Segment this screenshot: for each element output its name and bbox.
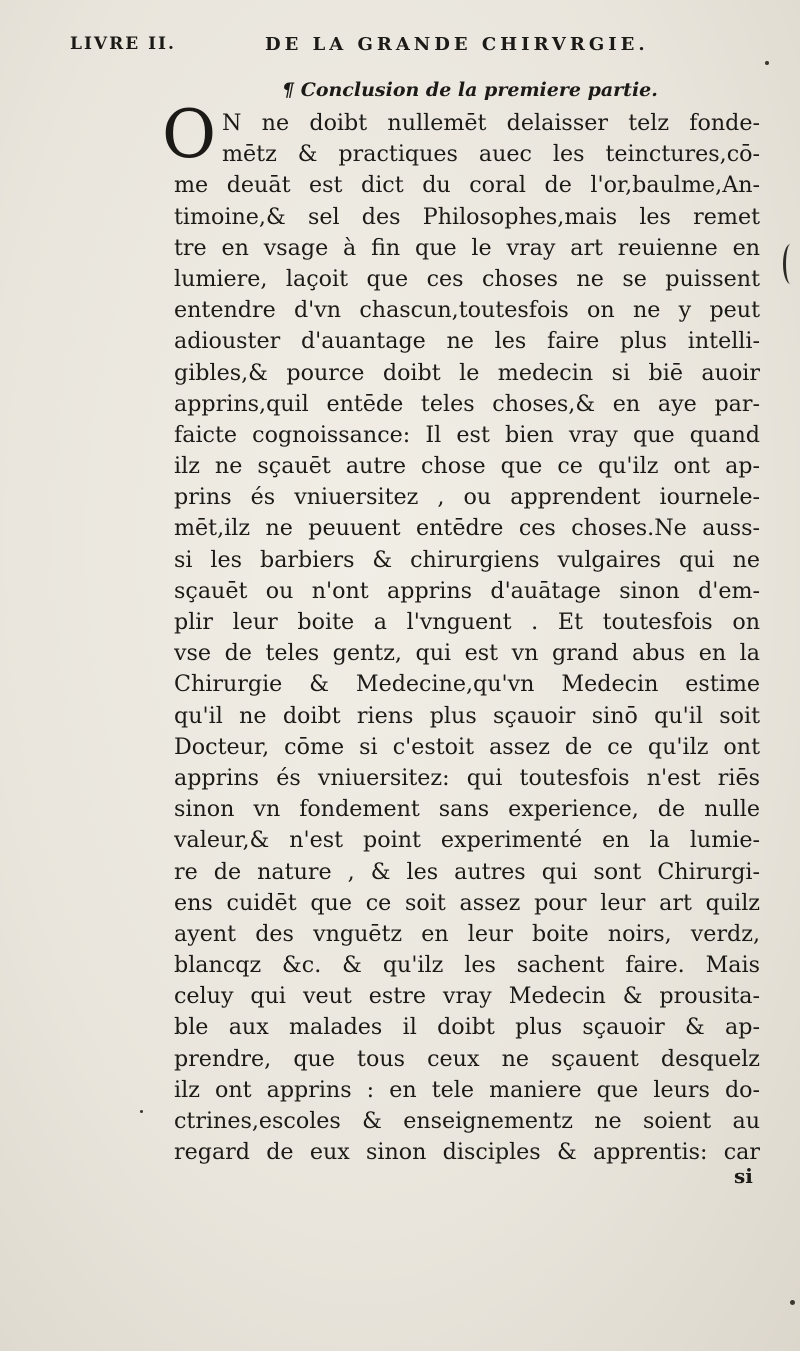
text-line: gibles,& pource doibt le medecin si biē auoir bbox=[174, 359, 760, 386]
text-line: mētz & practiques auec les teinctures,cō- bbox=[222, 141, 760, 168]
opening-lines bbox=[162, 96, 760, 173]
ink-speck bbox=[140, 1110, 143, 1113]
text-line: ayent des vnguētz en leur boite noirs, verdz, bbox=[174, 920, 760, 947]
text-line: ilz ont apprins : en tele maniere que leurs do- bbox=[174, 1076, 760, 1103]
text-line: sinon vn fondement sans experience, de nulle bbox=[174, 796, 760, 823]
text-line: valeur,& n'est point experimenté en la lumie- bbox=[174, 827, 760, 854]
text-line: plir leur boite a l'vnguent . Et toutesfois on bbox=[174, 609, 760, 635]
running-head-title: DE LA GRANDE CHIRVRGIE. bbox=[265, 34, 649, 55]
text-line: Docteur, cōme si c'estoit assez de ce qu'ilz ont bbox=[174, 733, 760, 760]
text-line: adiouster d'auantage ne les faire plus intelli- bbox=[174, 328, 760, 355]
catchword: si bbox=[734, 1164, 753, 1188]
section-subtitle: ¶ Conclusion de la premiere partie. bbox=[282, 79, 658, 101]
text-line: blancqz &c. & qu'ilz les sachent faire. Mais bbox=[174, 952, 760, 979]
text-line: apprins és vniuersitez: qui toutesfois n'est riēs bbox=[174, 764, 760, 791]
text-line: vse de teles gentz, qui est vn grand abus en la bbox=[174, 640, 760, 667]
text-line: Chirurgie & Medecine,qu'vn Medecin estime bbox=[174, 671, 760, 698]
text-line: si les barbiers & chirurgiens vulgaires qui ne bbox=[174, 546, 760, 573]
text-line: mēt,ilz ne peuuent entēdre ces choses.Ne auss- bbox=[174, 515, 760, 542]
margin-mark bbox=[783, 244, 798, 284]
running-head-book: LIVRE II. bbox=[70, 34, 176, 54]
running-head bbox=[70, 30, 750, 70]
text-line: ens cuidēt que ce soit assez pour leur art quilz bbox=[174, 889, 760, 916]
text-line: re de nature , & les autres qui sont Chirurgi- bbox=[174, 858, 760, 885]
text-line: ilz ne sçauēt autre chose que ce qu'ilz ont ap- bbox=[174, 453, 760, 480]
body-text bbox=[162, 96, 760, 1168]
text-line: me deuāt est dict du coral de l'or,baulme,An- bbox=[174, 172, 760, 199]
text-line: regard de eux sinon disciples & apprentis: car bbox=[174, 1139, 760, 1166]
text-line: qu'il ne doibt riens plus sçauoir sinō qu'il soit bbox=[174, 702, 760, 729]
text-line: tre en vsage à fin que le vray art reuienne en bbox=[174, 234, 760, 261]
ink-speck bbox=[765, 61, 769, 65]
text-line: celuy qui veut estre vray Medecin & prousita- bbox=[174, 983, 760, 1010]
text-line: apprins,quil entēde teles choses,& en aye par- bbox=[174, 390, 760, 417]
text-line: prins és vniuersitez , ou apprendent iournele- bbox=[174, 484, 760, 511]
text-line: timoine,& sel des Philosophes,mais les remet bbox=[174, 203, 760, 230]
text-line: lumiere, laçoit que ces choses ne se puissent bbox=[174, 265, 760, 292]
text-line: entendre d'vn chascun,toutesfois on ne y peut bbox=[174, 297, 760, 324]
text-line: N ne doibt nullemēt delaisser telz fonde- bbox=[222, 110, 760, 136]
ink-speck bbox=[790, 1300, 795, 1305]
text-line: ctrines,escoles & enseignementz ne soient au bbox=[174, 1108, 760, 1134]
text-line: faicte cognoissance: Il est bien vray que quand bbox=[174, 421, 760, 448]
text-line: sçauēt ou n'ont apprins d'auātage sinon d'em- bbox=[174, 577, 760, 604]
text-line: prendre, que tous ceux ne sçauent desquelz bbox=[174, 1045, 760, 1072]
text-line: ble aux malades il doibt plus sçauoir & ap- bbox=[174, 1014, 760, 1041]
drop-cap: O bbox=[162, 96, 217, 173]
